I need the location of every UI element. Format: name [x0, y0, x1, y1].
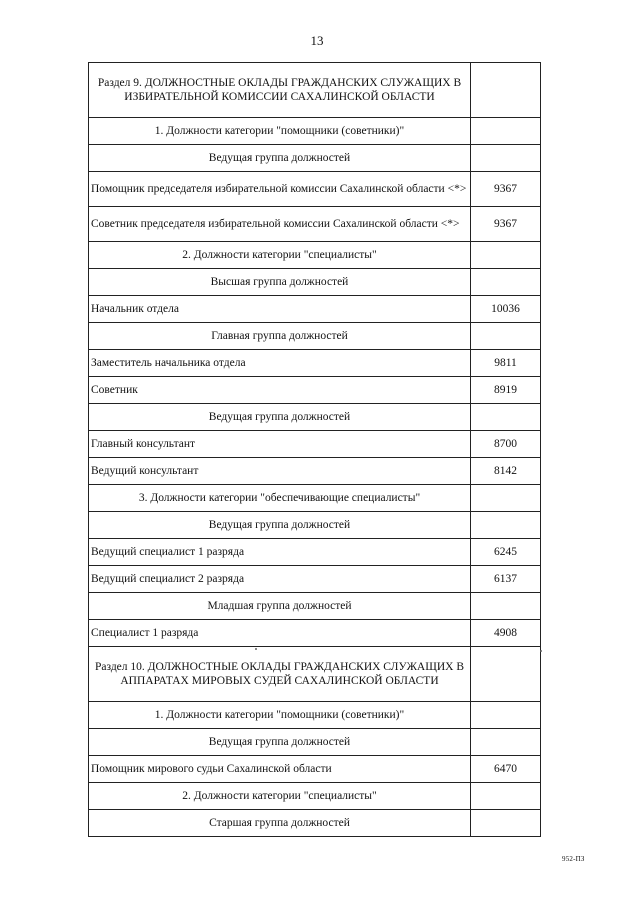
position-title: Помощник председателя избирательной комиссии Сахалинской области <*>: [89, 172, 471, 207]
table-row-position: [89, 458, 541, 485]
table-row-section: [89, 647, 541, 702]
salary-value-cell: [471, 702, 541, 729]
table-row-position: [89, 566, 541, 593]
table-row-group: [89, 323, 541, 350]
salary-value-cell: 10036: [471, 296, 541, 323]
category-heading: 1. Должности категории "помощники (советники)": [89, 118, 471, 145]
group-heading: Младшая группа должностей: [89, 593, 471, 620]
category-heading: 3. Должности категории "обеспечивающие специалисты": [89, 485, 471, 512]
table-row-group: [89, 593, 541, 620]
table-row-position: [89, 431, 541, 458]
position-title: Помощник мирового судьи Сахалинской области: [89, 756, 471, 783]
section-heading: Раздел 10. ДОЛЖНОСТНЫЕ ОКЛАДЫ ГРАЖДАНСКИХ СЛУЖАЩИХ В АППАРАТАХ МИРОВЫХ СУДЕЙ САХАЛИНСКОЙ ОБЛАСТИ: [89, 647, 471, 702]
table-row-category: [89, 783, 541, 810]
table-row-section: [89, 63, 541, 118]
group-heading: Высшая группа должностей: [89, 269, 471, 296]
table-row-position: [89, 350, 541, 377]
salary-value-cell: [471, 145, 541, 172]
table-row-category: [89, 485, 541, 512]
category-heading: 2. Должности категории "специалисты": [89, 242, 471, 269]
group-heading: Старшая группа должностей: [89, 810, 471, 837]
category-heading: 1. Должности категории "помощники (советники)": [89, 702, 471, 729]
table-row-group: [89, 404, 541, 431]
position-title: Советник председателя избирательной комиссии Сахалинской области <*>: [89, 207, 471, 242]
position-title: Начальник отдела: [89, 296, 471, 323]
salary-value-cell: 9811: [471, 350, 541, 377]
position-title: Ведущий специалист 1 разряда: [89, 539, 471, 566]
scan-speck: [255, 648, 257, 650]
section-heading: Раздел 9. ДОЛЖНОСТНЫЕ ОКЛАДЫ ГРАЖДАНСКИХ СЛУЖАЩИХ В ИЗБИРАТЕЛЬНОЙ КОМИССИИ САХАЛИНСКОЙ ОБЛАСТИ: [89, 63, 471, 118]
salary-table: [88, 62, 541, 837]
table-row-category: [89, 702, 541, 729]
category-heading: 2. Должности категории "специалисты": [89, 783, 471, 810]
document-code: 952-ПЗ: [562, 855, 585, 863]
salary-value-cell: 6137: [471, 566, 541, 593]
salary-value-cell: 8919: [471, 377, 541, 404]
salary-value-cell: 8700: [471, 431, 541, 458]
salary-value-cell: [471, 810, 541, 837]
scan-speck: [540, 650, 542, 652]
salary-value-cell: [471, 118, 541, 145]
group-heading: Ведущая группа должностей: [89, 512, 471, 539]
table-row-position: [89, 377, 541, 404]
table-row-position2: [89, 207, 541, 242]
salary-value-cell: [471, 647, 541, 702]
position-title: Главный консультант: [89, 431, 471, 458]
group-heading: Главная группа должностей: [89, 323, 471, 350]
salary-value-cell: [471, 404, 541, 431]
salary-value-cell: [471, 512, 541, 539]
table-row-position: [89, 756, 541, 783]
page-number: 13: [310, 33, 324, 48]
salary-value-cell: 9367: [471, 207, 541, 242]
salary-value-cell: [471, 269, 541, 296]
group-heading: Ведущая группа должностей: [89, 145, 471, 172]
table-row-group: [89, 145, 541, 172]
salary-value-cell: 6470: [471, 756, 541, 783]
salary-table-body: [89, 63, 541, 837]
table-row-category: [89, 242, 541, 269]
salary-value-cell: [471, 242, 541, 269]
table-row-position: [89, 620, 541, 647]
table-row-group: [89, 269, 541, 296]
salary-value-cell: [471, 323, 541, 350]
salary-value-cell: 8142: [471, 458, 541, 485]
table-row-group: [89, 810, 541, 837]
salary-value-cell: [471, 729, 541, 756]
salary-value-cell: [471, 485, 541, 512]
salary-value-cell: [471, 593, 541, 620]
salary-value-cell: 6245: [471, 539, 541, 566]
position-title: Ведущий специалист 2 разряда: [89, 566, 471, 593]
table-row-group: [89, 512, 541, 539]
table-row-position: [89, 296, 541, 323]
position-title: Ведущий консультант: [89, 458, 471, 485]
salary-value-cell: [471, 783, 541, 810]
group-heading: Ведущая группа должностей: [89, 729, 471, 756]
position-title: Специалист 1 разряда: [89, 620, 471, 647]
table-row-position2: [89, 172, 541, 207]
table-row-position: [89, 539, 541, 566]
salary-value-cell: 9367: [471, 172, 541, 207]
table-row-category: [89, 118, 541, 145]
table-row-group: [89, 729, 541, 756]
position-title: Советник: [89, 377, 471, 404]
position-title: Заместитель начальника отдела: [89, 350, 471, 377]
salary-value-cell: 4908: [471, 620, 541, 647]
salary-value-cell: [471, 63, 541, 118]
group-heading: Ведущая группа должностей: [89, 404, 471, 431]
